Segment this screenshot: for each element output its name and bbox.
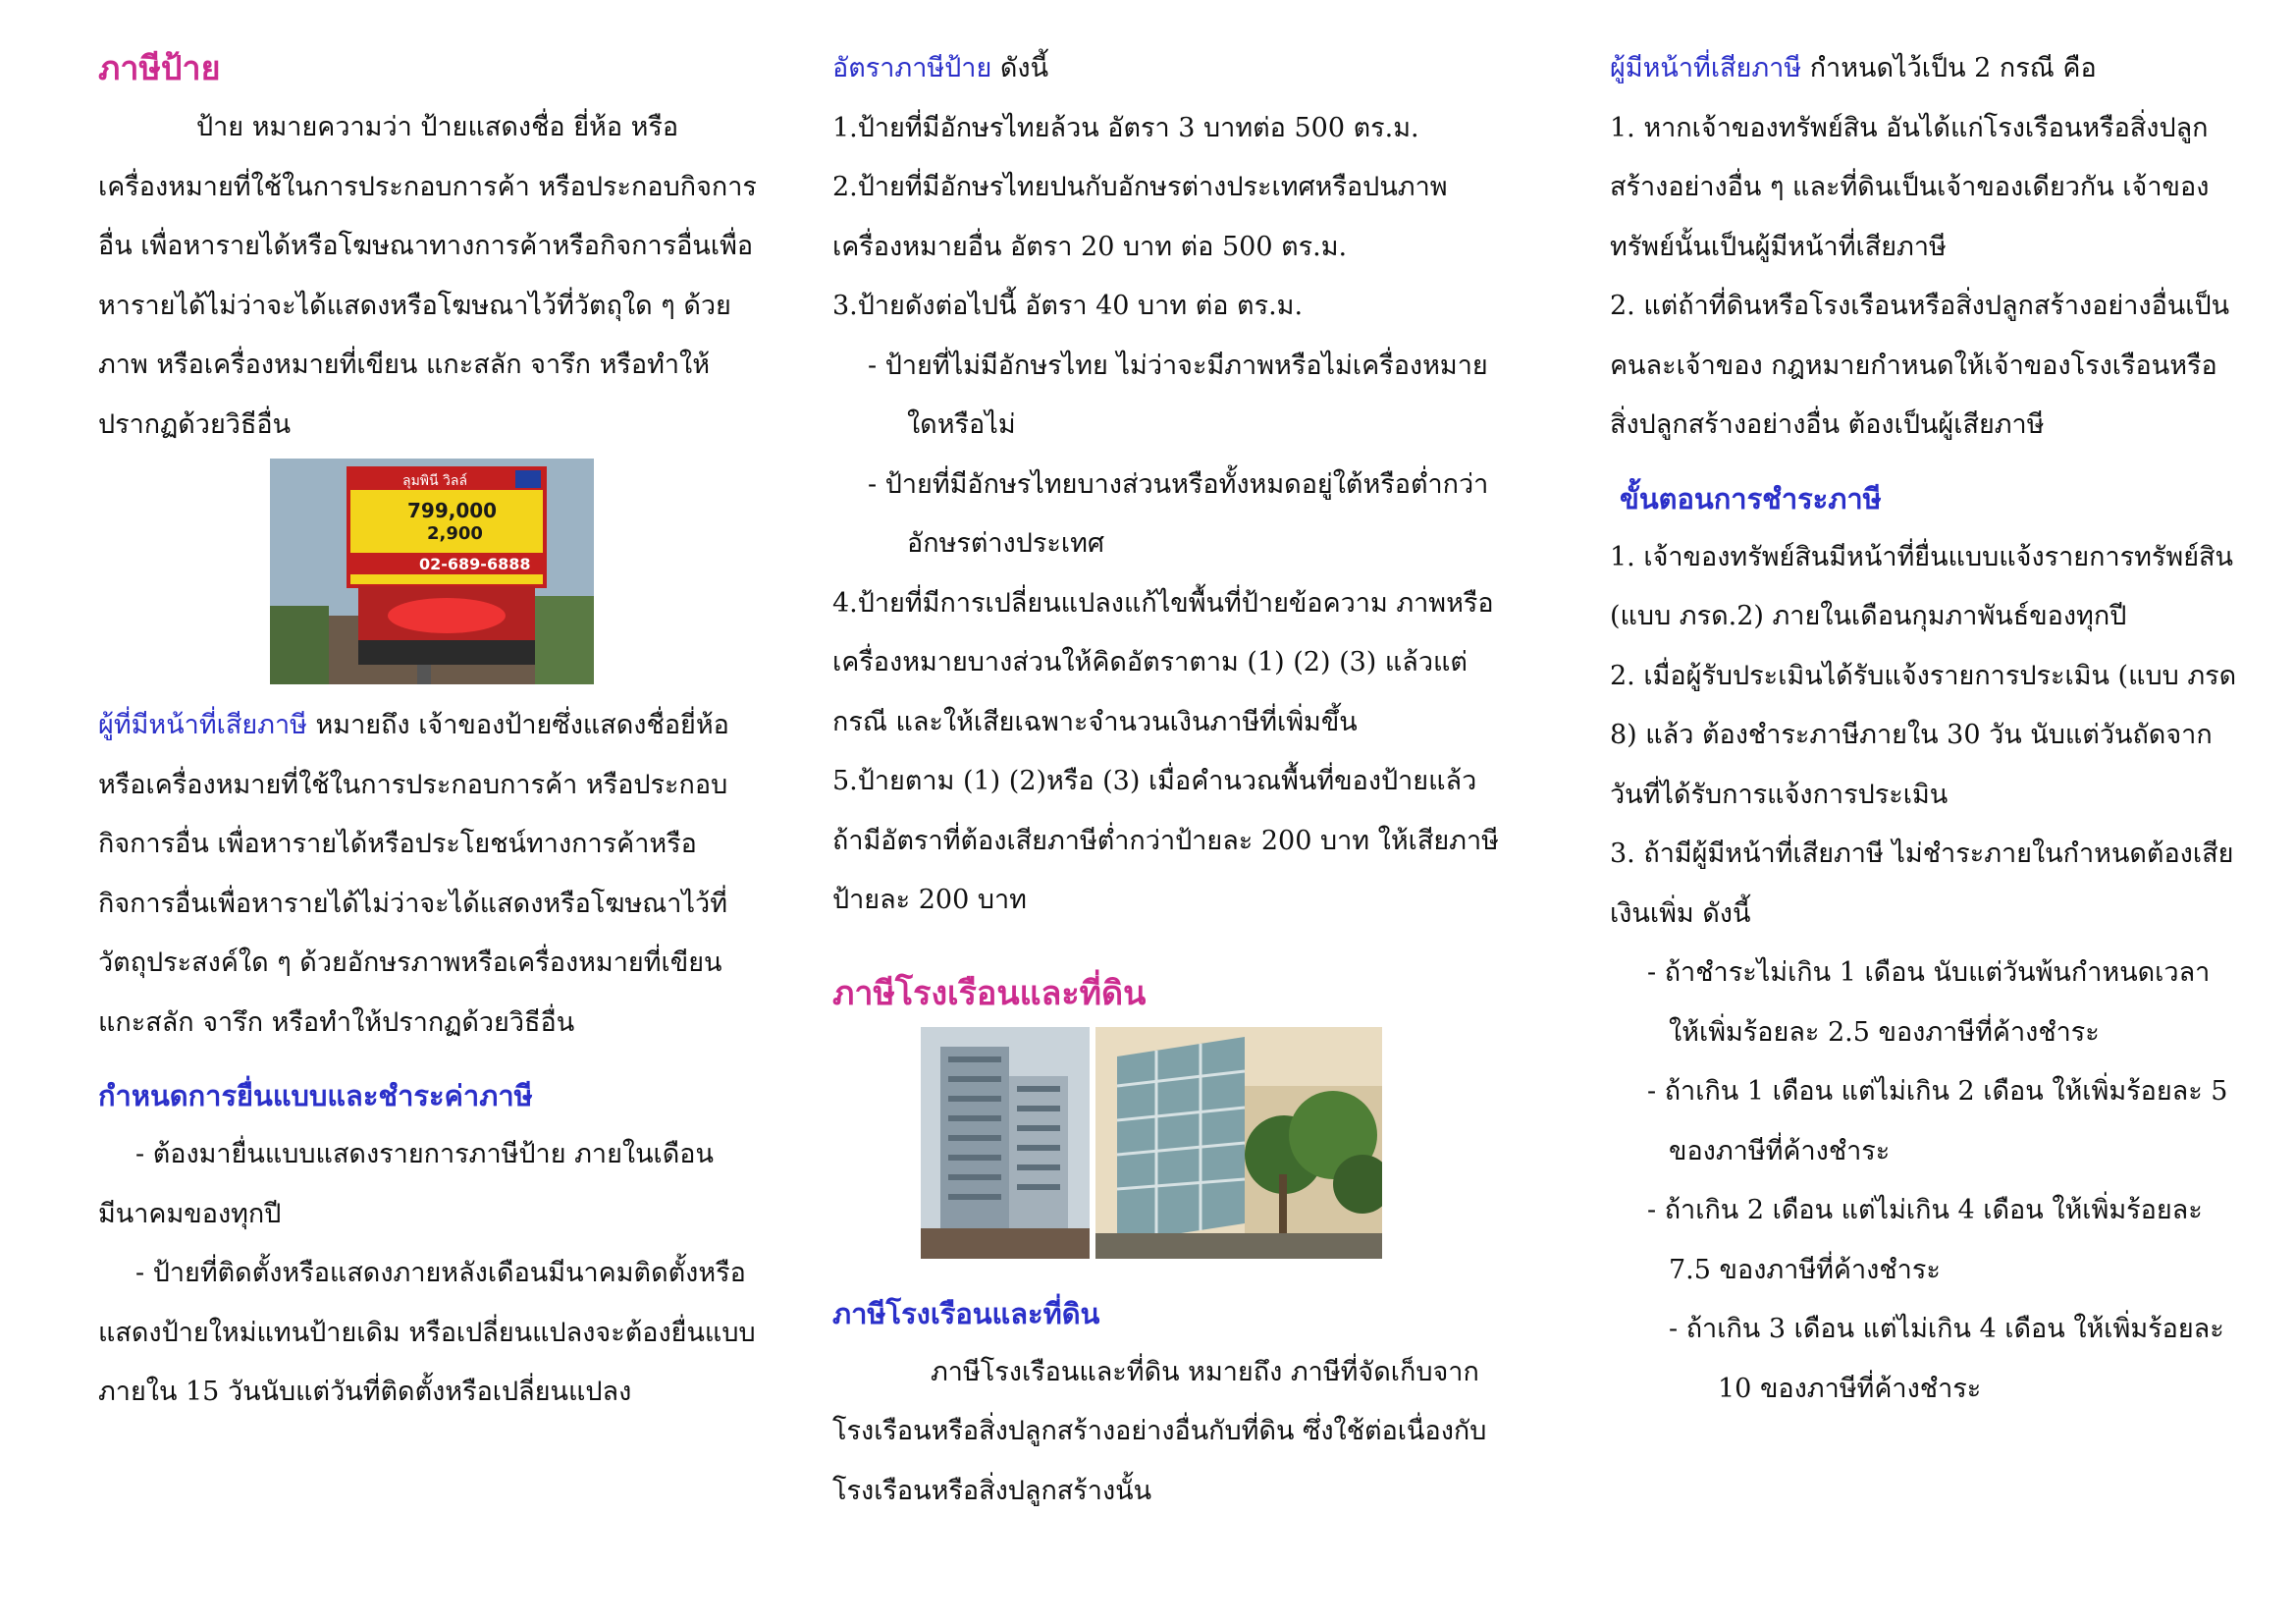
filing-deadline-item-1: - ต้องมายื่นแบบแสดงรายการภาษีป้าย ภายในเดือนมีนาคมของทุกปี [98,1139,714,1229]
rate-item-3: 3.ป้ายดังต่อไปนี้ อัตรา 40 บาท ต่อ ตร.ม. [832,291,1304,321]
rate-item-5: 5.ป้ายตาม (1) (2)หรือ (3) เมื่อคำนวณพื้นที่ของป้ายแล้วถ้ามีอัตราที่ต้องเสียภาษีต่ำกว่าป้ายละ 200 บาท ให้เสียภาษีป้ายละ 200 บาท [832,766,1499,915]
payment-step-2: 2. เมื่อผู้รับประเมินได้รับแจ้งรายการประเมิน (แบบ ภรด 8) แล้ว ต้องชำระภาษีภายใน 30 วัน นับแต่วันถัดจากวันที่ได้รับการแจ้งการประเมิน [1610,660,2237,810]
rate-heading [832,39,1500,99]
house-land-tax-heading: ภาษีโรงเรือนและที่ดิน [832,1296,1100,1330]
house-land-tax-definition: ภาษีโรงเรือนและที่ดิน หมายถึง ภาษีที่จัดเก็บจากโรงเรือนหรือสิ่งปลูกสร้างอย่างอื่นกับที่ดิน ซึ่งใช้ต่อเนื่องกับโรงเรือนหรือสิ่งปลูกสร้างนั้น [832,1356,1487,1506]
payer-suffix: กำหนดไว้เป็น 2 กรณี คือ [1801,53,2097,83]
rate-item-1: 1.ป้ายที่มีอักษรไทยล้วน อัตรา 3 บาทต่อ 500 ตร.ม. [832,112,1419,143]
rate-item-4: 4.ป้ายที่มีการเปลี่ยนแปลงแก้ไขพื้นที่ป้ายข้อความ ภาพหรือเครื่องหมายบางส่วนให้คิดอัตราตาม (1) (2) (3) แล้วแต่กรณี และให้เสียเฉพาะจำนวนเงินภาษีที่เพิ่มขึ้น [832,587,1494,737]
billboard-brand: ลุมพินี วิลล์ [402,473,468,489]
billboard-photo [270,459,594,684]
payment-step-1: 1. เจ้าของทรัพย์สินมีหน้าที่ยื่นแบบแจ้งรายการทรัพย์สิน (แบบ ภรด.2) ภายในเดือนกุมภาพันธ์ของทุกปี [1610,541,2233,631]
payer-case-2: 2. แต่ถ้าที่ดินหรือโรงเรือนหรือสิ่งปลูกสร้างอย่างอื่นเป็นคนละเจ้าของ กฎหมายกำหนดให้เจ้าของโรงเรือนหรือสิ่งปลูกสร้างอย่างอื่น ต้องเป็นผู้เสียภาษี [1610,291,2230,440]
payment-step-3: 3. ถ้ามีผู้มีหน้าที่เสียภาษี ไม่ชำระภายในกำหนดต้องเสียเงินเพิ่ม ดังนี้ [1610,839,2234,929]
column-house-land-tax-payment [1610,39,2238,1419]
signboard-taxpayer-label: ผู้ที่มีหน้าที่เสียภาษี [98,710,307,740]
filing-deadline-item-2: - ป้ายที่ติดตั้งหรือแสดงภายหลังเดือนมีนาคมติดตั้งหรือแสดงป้ายใหม่แทนป้ายเดิม หรือเปลี่ยนแปลงจะต้องยื่นแบบภายใน 15 วันนับแต่วันที่ติดตั้งหรือเปลี่ยนแปลง [98,1258,756,1407]
rate-label: อัตราภาษีป้าย [832,53,992,83]
payer-case-1: 1. หากเจ้าของทรัพย์สิน อันได้แก่โรงเรือนหรือสิ่งปลูกสร้างอย่างอื่น ๆ และที่ดินเป็นเจ้าของเดียวกัน เจ้าของทรัพย์นั้นเป็นผู้มีหน้าที่เสียภาษี [1610,112,2210,262]
penalty-item-4: - ถ้าเกิน 3 เดือน แต่ไม่เกิน 4 เดือน ให้เพิ่มร้อยละ 10 ของภาษีที่ค้างชำระ [1669,1314,2224,1404]
filing-deadline-heading: กำหนดการยื่นแบบและชำระค่าภาษี [98,1079,533,1112]
billboard-phone: 02-689-6888 [419,555,531,573]
billboard-price: 799,000 [407,499,498,522]
penalty-item-1: - ถ้าชำระไม่เกิน 1 เดือน นับแต่วันพ้นกำหนดเวลาให้เพิ่มร้อยละ 2.5 ของภาษีที่ค้างชำระ [1647,957,2211,1048]
rate-item-3-sub-2: - ป้ายที่มีอักษรไทยบางส่วนหรือทั้งหมดอยู่ใต้หรือต่ำกว่าอักษรต่างประเทศ [868,468,1489,559]
rate-item-2: 2.ป้ายที่มีอักษรไทยปนกับอักษรต่างประเทศหรือปนภาพเครื่องหมายอื่น อัตรา 20 บาท ต่อ 500 ตร.ม. [832,172,1448,262]
signboard-taxpayer-text: หมายถึง เจ้าของป้ายซึ่งแสดงชื่อยี่ห้อ หรือเครื่องหมายที่ใช้ในการประกอบการค้า หรือประกอบกิจการอื่น เพื่อหารายได้หรือประโยชน์ทางการค้าหรือกิจการอื่นเพื่อหารายได้ไม่ว่าจะได้แสดงหรือโฆษณาไว้ที่วัตถุประสงค์ใด ๆ ด้วยอักษรภาพหรือเครื่องหมายที่เขียน แกะสลัก จารึก หรือทำให้ปรากฏด้วยวิธีอื่น [98,710,729,1038]
payer-heading [1610,39,2238,99]
house-land-tax-title: ภาษีโรงเรือนและที่ดิน [832,973,1147,1013]
signboard-taxpayer-paragraph [98,696,766,1053]
rate-suffix: ดังนี้ [991,53,1049,83]
penalty-item-3: - ถ้าเกิน 2 เดือน แต่ไม่เกิน 4 เดือน ให้เพิ่มร้อยละ 7.5 ของภาษีที่ค้างชำระ [1647,1195,2203,1285]
signboard-definition: ป้าย หมายความว่า ป้ายแสดงชื่อ ยี่ห้อ หรือเครื่องหมายที่ใช้ในการประกอบการค้า หรือประกอบกิจการอื่น เพื่อหารายได้หรือโฆษณาทางการค้าหรือกิจการอื่นเพื่อหารายได้ไม่ว่าจะได้แสดงหรือโฆษณาไว้ที่วัตถุใด ๆ ด้วยภาพ หรือเครื่องหมายที่เขียน แกะสลัก จารึก หรือทำให้ปรากฏด้วยวิธีอื่น [98,112,757,440]
column-tax-rates [832,39,1500,1521]
buildings-photo [921,1027,1382,1259]
signboard-tax-title: ภาษีป้าย [98,49,221,88]
billboard-monthly: 2,900 [427,523,483,544]
penalty-item-2: - ถ้าเกิน 1 เดือน แต่ไม่เกิน 2 เดือน ให้เพิ่มร้อยละ 5 ของภาษีที่ค้างชำระ [1647,1076,2228,1166]
payer-label: ผู้มีหน้าที่เสียภาษี [1610,53,1802,83]
payment-steps-heading: ขั้นตอนการชำระภาษี [1620,481,1882,515]
rate-item-3-sub-1: - ป้ายที่ไม่มีอักษรไทย ไม่ว่าจะมีภาพหรือไม่เครื่องหมายใดหรือไม่ [868,350,1488,440]
column-signboard-tax [98,39,766,1423]
